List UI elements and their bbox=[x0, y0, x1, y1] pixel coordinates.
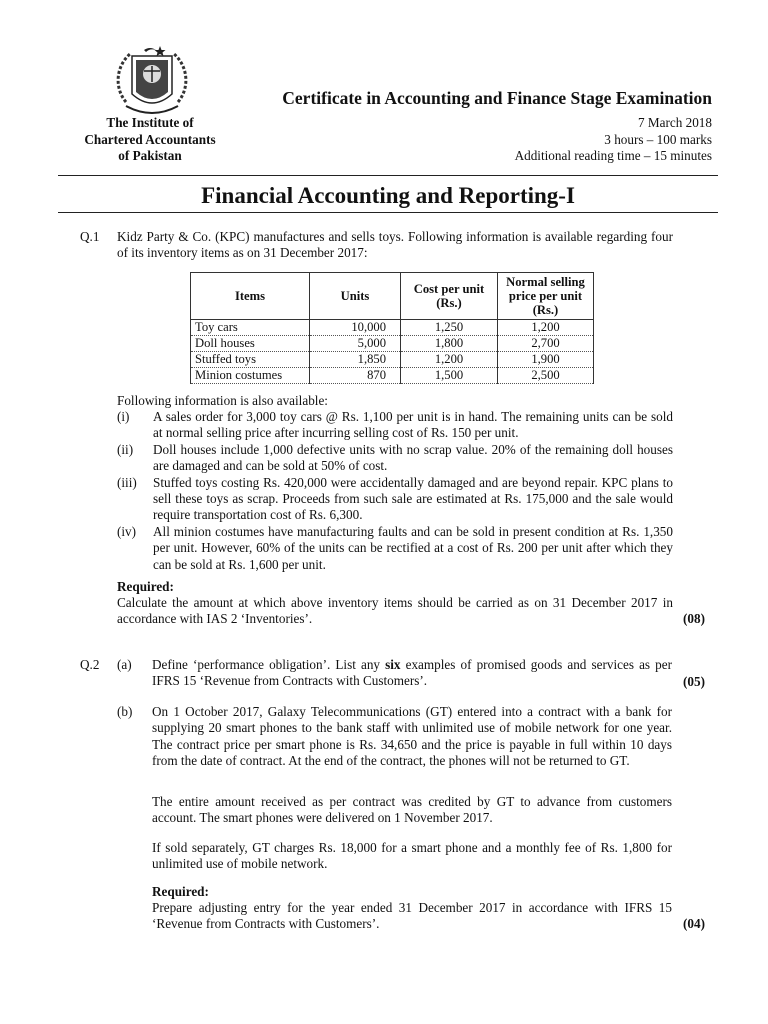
table-row bbox=[191, 320, 594, 336]
q2b-paragraph-2: The entire amount received as per contract was credited by GT to advance from customers account. The smart phones were delivered on 1 November 2017. bbox=[152, 794, 672, 826]
q2b-required-label: Required: bbox=[152, 884, 209, 899]
institute-line: Chartered Accountants bbox=[84, 131, 216, 147]
q2a-marks: (05) bbox=[683, 674, 705, 689]
q2b-required-text: Prepare adjusting entry for the year ended 31 December 2017 in accordance with IFRS 15 ‘Revenue from Contracts with Customers’. bbox=[152, 900, 672, 932]
table-cell: 2,500 bbox=[498, 368, 594, 384]
column-header: Cost per unit (Rs.) bbox=[401, 273, 498, 320]
subject-title: Financial Accounting and Reporting-I bbox=[201, 183, 575, 208]
list-item-number: (iii) bbox=[117, 474, 137, 490]
list-item-text: Doll houses include 1,000 defective units with no scrap value. 20% of the remaining doll houses are damaged and can be sold at 50% of cost. bbox=[153, 441, 673, 474]
institute-name bbox=[70, 115, 230, 165]
inventory-table bbox=[190, 272, 594, 384]
list-item bbox=[117, 524, 673, 573]
table-row bbox=[191, 336, 594, 352]
table-cell: 1,250 bbox=[401, 320, 498, 336]
table-cell: 5,000 bbox=[310, 336, 401, 352]
institute-line: The Institute of bbox=[106, 115, 194, 130]
exam-meta bbox=[440, 115, 712, 165]
table-cell: Toy cars bbox=[191, 320, 310, 336]
emphasis-six: six bbox=[385, 657, 401, 672]
table-cell: Stuffed toys bbox=[191, 352, 310, 368]
column-header: Normal selling price per unit (Rs.) bbox=[498, 273, 594, 320]
q1-required-label: Required: bbox=[117, 579, 174, 594]
table-cell: Minion costumes bbox=[191, 368, 310, 384]
table-cell: 1,200 bbox=[498, 320, 594, 336]
table-cell: 870 bbox=[310, 368, 401, 384]
list-item bbox=[117, 409, 673, 442]
table-cell: 1,800 bbox=[401, 336, 498, 352]
exam-duration: 3 hours – 100 marks bbox=[604, 131, 712, 147]
list-item-number: (ii) bbox=[117, 441, 134, 457]
q2a-label: (a) bbox=[117, 657, 132, 672]
q2b-paragraph-3: If sold separately, GT charges Rs. 18,000 for a smart phone and a monthly fee of Rs. 1,800 for unlimited use of mobile network. bbox=[152, 840, 672, 872]
table-row bbox=[191, 368, 594, 384]
q2b-marks: (04) bbox=[683, 916, 705, 931]
list-item bbox=[117, 442, 673, 475]
table-cell: 2,700 bbox=[498, 336, 594, 352]
table-cell: 1,200 bbox=[401, 352, 498, 368]
table-cell: 1,850 bbox=[310, 352, 401, 368]
table-cell: 1,900 bbox=[498, 352, 594, 368]
question-number-q1: Q.1 bbox=[80, 229, 100, 244]
q1-intro: Kidz Party & Co. (KPC) manufactures and sells toys. Following information is available regarding four of its inventory items as on 31 December 2017: bbox=[117, 229, 673, 261]
header-divider-bottom bbox=[58, 212, 718, 213]
list-item-text: All minion costumes have manufacturing faults and can be sold in present condition at Rs. 1,350 per unit. However, 60% of the units can be rectified at a cost of Rs. 200 per unit after which they can be sold at Rs. 1,600 per unit. bbox=[153, 523, 673, 572]
table-cell: 10,000 bbox=[310, 320, 401, 336]
q2a-text: Define ‘performance obligation’. List any six examples of promised goods and services as per IFRS 15 ‘Revenue from Contracts with Customers’. bbox=[152, 657, 672, 689]
question-number-q2: Q.2 bbox=[80, 657, 100, 672]
list-item-text: A sales order for 3,000 toy cars @ Rs. 1,100 per unit is in hand. The remaining units can be sold at normal selling price after incurring selling cost of Rs. 150 per unit. bbox=[153, 409, 673, 441]
q1-required-text: Calculate the amount at which above inventory items should be carried as on 31 December 2017 in accordance with IAS 2 ‘Inventories’. bbox=[117, 595, 673, 627]
exam-date: 7 March 2018 bbox=[638, 115, 712, 130]
reading-time: Additional reading time – 15 minutes bbox=[514, 148, 712, 163]
header-divider-top bbox=[58, 175, 718, 176]
column-header: Items bbox=[191, 273, 310, 320]
list-item-text: Stuffed toys costing Rs. 420,000 were accidentally damaged and are beyond repair. KPC plans to sell these toys as scrap. Proceeds from such sale are estimated at Rs. 175,000 and the sale would require transportation cost of Rs. 6,300. bbox=[153, 474, 673, 523]
table-header-row bbox=[191, 273, 594, 320]
table-row bbox=[191, 352, 594, 368]
institute-line: of Pakistan bbox=[118, 148, 182, 163]
exam-title: Certificate in Accounting and Finance Stage Examination bbox=[282, 88, 712, 108]
column-header: Units bbox=[310, 273, 401, 320]
institute-logo-icon bbox=[112, 44, 192, 120]
q2b-label: (b) bbox=[117, 704, 133, 719]
list-item-number: (i) bbox=[117, 409, 130, 424]
list-item bbox=[117, 475, 673, 524]
q1-following: Following information is also available: bbox=[117, 393, 328, 408]
table-cell: Doll houses bbox=[191, 336, 310, 352]
q2b-paragraph-1: On 1 October 2017, Galaxy Telecommunications (GT) entered into a contract with a bank for supplying 20 smart phones to the bank staff with unlimited use of mobile network for one year. The contract price per smart phone is Rs. 34,650 and the price is payable in full within 10 days from the date of contract. At the end of the contract, the phones will not be returned to GT. bbox=[152, 704, 672, 769]
table-cell: 1,500 bbox=[401, 368, 498, 384]
list-item-number: (iv) bbox=[117, 523, 137, 539]
q1-marks: (08) bbox=[683, 611, 705, 626]
q1-info-list bbox=[117, 409, 673, 573]
